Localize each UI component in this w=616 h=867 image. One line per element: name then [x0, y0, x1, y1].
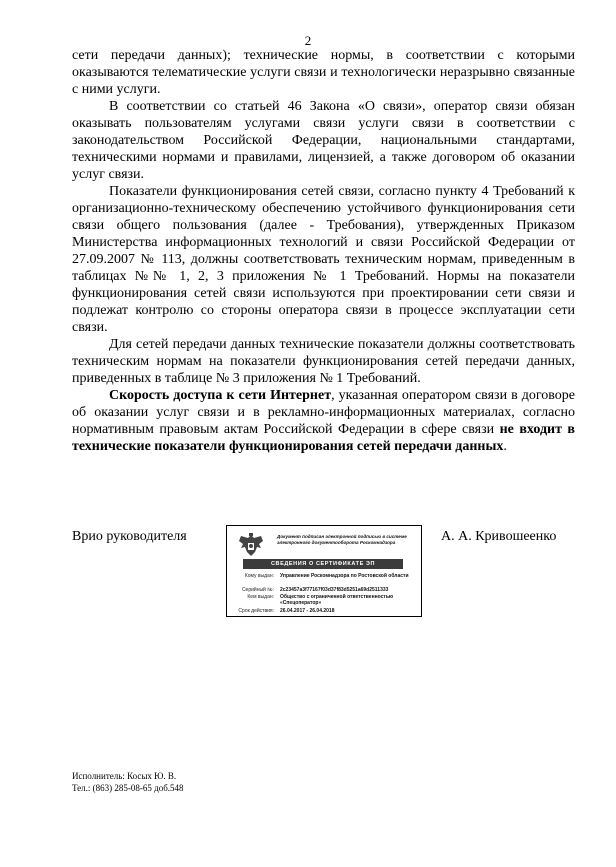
emphasized-text: не входит в технические показатели функционирования сетей передачи данных	[72, 422, 575, 454]
certificate-title: СВЕДЕНИЯ О СЕРТИФИКАТЕ ЭП	[243, 559, 403, 569]
paragraph-text: , указанная оператором связи в договоре об оказании услуг связи и в рекламно-информационных материалах, согласно нормативным правовым актам Российской Федерации в сфере связи	[72, 388, 575, 437]
executor-phone: Тел.: (863) 285-08-65 доб.548	[72, 783, 184, 793]
serial-label: Серийный №:	[241, 587, 274, 593]
paragraph	[72, 336, 575, 387]
certificate-org-header: Документ подписан электронной подписью в системе электронного документооборота Роскомнадзора	[277, 534, 407, 545]
coat-of-arms-icon	[235, 532, 267, 560]
emphasized-text: Скорость доступа к сети Интернет	[109, 388, 332, 403]
paragraph	[72, 98, 575, 183]
paragraph	[72, 387, 575, 455]
executor-footer	[72, 770, 184, 794]
signatory-name: А. А. Кривошеенко	[441, 529, 557, 544]
paragraph-text: .	[503, 439, 507, 454]
issued-to-value: Управление Роскомнадзора по Ростовской области	[280, 573, 409, 579]
serial-value: 2c23457a3f77167f03d37f83d5251a69d2511333	[280, 587, 389, 593]
signatory-position: Врио руководителя	[72, 529, 187, 544]
paragraph-text: Для сетей передачи данных технические показатели должны соответствовать техническим нормам на показатели функционирования сетей передачи данных, приведенных в таблице № 3 приложения № 1 Требований.	[72, 337, 575, 386]
executor-name: Исполнитель: Косых Ю. В.	[72, 771, 177, 781]
validity-label: Срок действия:	[238, 608, 274, 614]
paragraph	[72, 47, 575, 98]
electronic-signature-stamp	[226, 525, 422, 617]
paragraph-text: Показатели функционирования сетей связи, согласно пункту 4 Требований к организационно-техническому обеспечению устойчивого функционирования сети связи общего пользования (далее - Требования), утвержденных Приказом Министерства информационных технологий и связи Российской Федерации от 27.09.2007 № 113, должны соответствовать техническим нормам, приведенным в таблицах №№ 1, 2, 3 приложения № 1 Требований. Нормы на показатели функционирования сетей связи используются при проектировании сети связи и подлежат контролю со стороны оператора связи в процессе эксплуатации сети связи.	[72, 184, 575, 335]
validity-value: 26.04.2017 - 26.04.2018	[280, 608, 335, 614]
paragraph-text: сети передачи данных); технические нормы, в соответствии с которыми оказываются телематические услуги связи и технологически неразрывно связанные с ними услуги.	[72, 48, 575, 97]
issued-by-value: Общество с ограниченной ответственностью «Спецоператор»	[280, 594, 394, 606]
paragraph	[72, 183, 575, 336]
paragraph-text: В соответствии со статьей 46 Закона «О связи», оператор связи обязан оказывать пользователям услугами связи услуги связи в соответствии с законодательством Российской Федерации, национальными стандартами, техническими нормами и правилами, лицензией, а также договором об оказании услуг связи.	[72, 99, 575, 182]
page-number: 2	[304, 33, 312, 48]
issued-to-label: Кому выдан:	[244, 573, 274, 579]
letter-body	[72, 47, 575, 455]
issued-by-label: Кем выдан:	[247, 594, 274, 600]
